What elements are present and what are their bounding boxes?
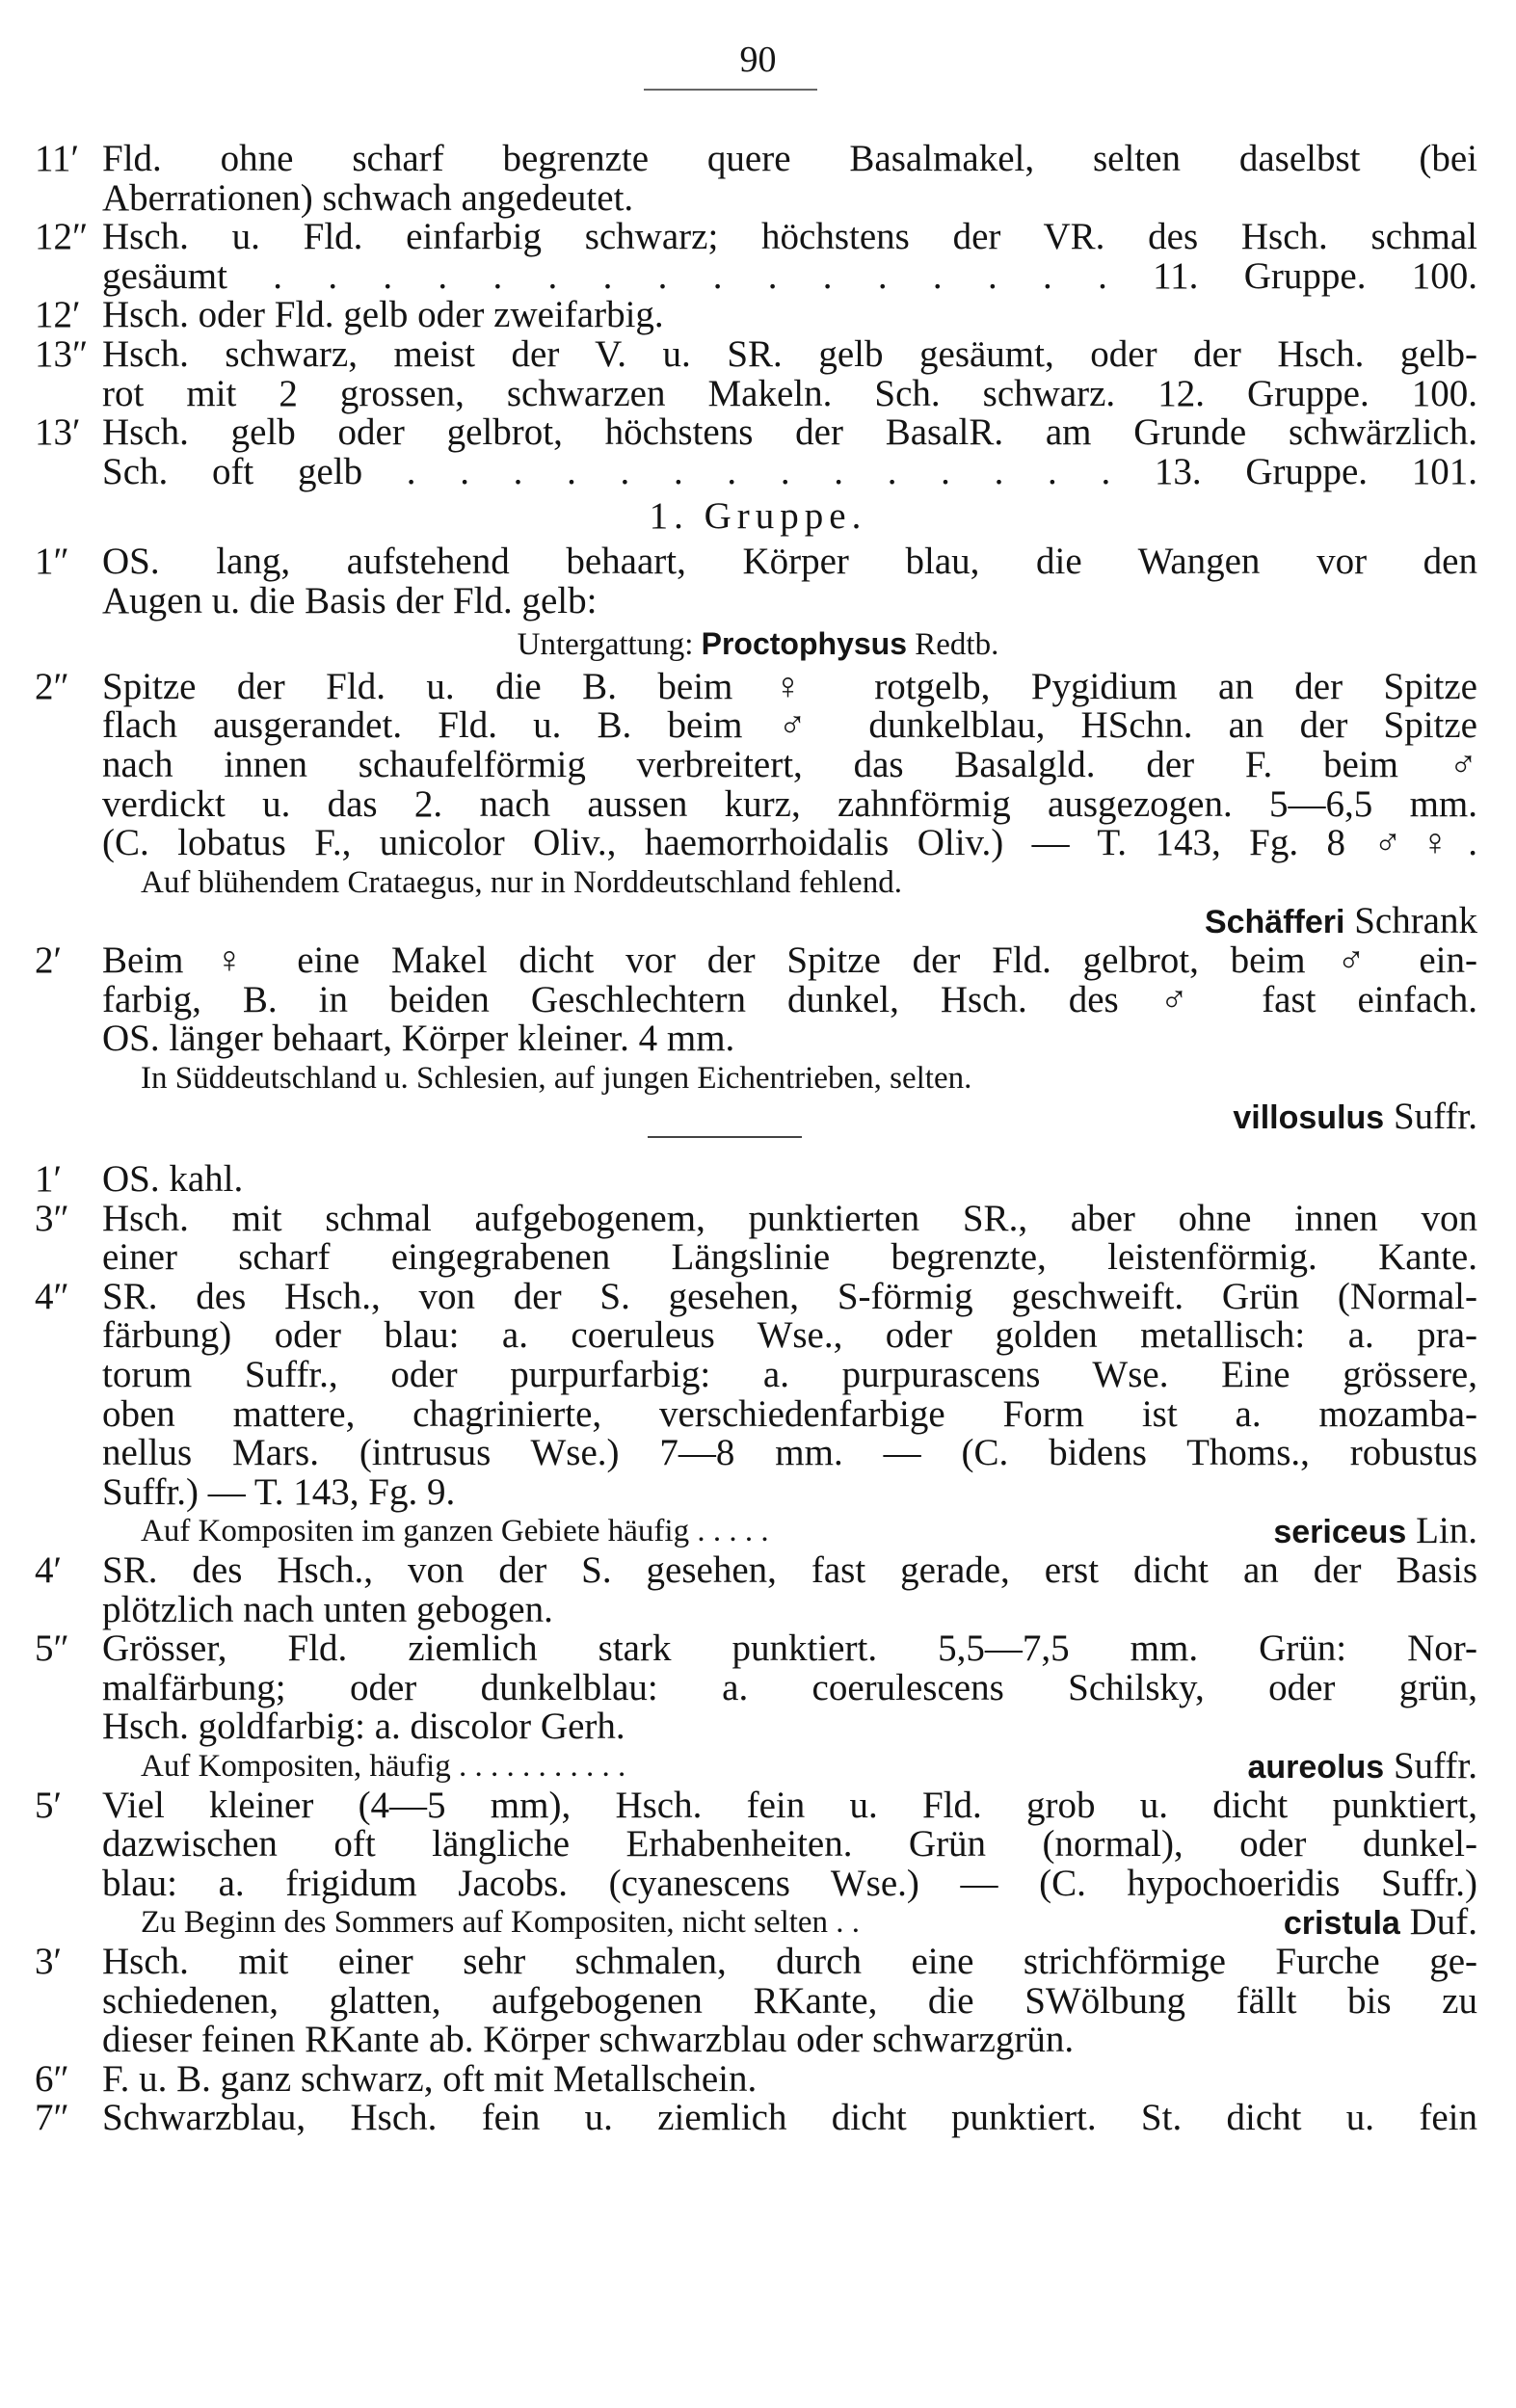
line-text: flach ausgerandet. Fld. u. B. beim ♂ dunkelblau, HSchn. an der Spitze bbox=[102, 704, 1477, 746]
line-text: Suffr.) — T. 143, Fg. 9. bbox=[102, 1471, 456, 1513]
line-text: OS. lang, aufstehend behaart, Körper blau, die Wangen vor den bbox=[102, 541, 1477, 582]
line-text: Hsch. mit schmal aufgebogenem, punktierten SR., aber ohne innen von bbox=[102, 1198, 1477, 1239]
species-name: villosulus bbox=[1233, 1099, 1385, 1136]
line-text: rot mit 2 grossen, schwarzen Makeln. Sch. schwarz. 12. Gruppe. 100. bbox=[102, 373, 1477, 414]
line-text: Hsch. oder Fld. gelb oder zweifarbig. bbox=[102, 294, 664, 335]
species-name-line bbox=[1233, 1093, 1477, 1141]
couplet-number: 11′ bbox=[35, 138, 80, 179]
line-text: SR. des Hsch., von der S. gesehen, S-förmig geschweift. Grün (Normal- bbox=[102, 1276, 1477, 1317]
line-text: Fld. ohne scharf begrenzte quere Basalmakel, selten daselbst (bei bbox=[102, 138, 1477, 179]
line-text: plötzlich nach unten gebogen. bbox=[102, 1589, 553, 1630]
page-number-rule bbox=[644, 89, 817, 91]
line-text: Aberrationen) schwach angedeutet. bbox=[102, 177, 634, 219]
line-text: nellus Mars. (intrusus Wse.) 7—8 mm. — (C. bidens Thoms., robustus bbox=[102, 1432, 1477, 1473]
text-line bbox=[35, 448, 1477, 496]
line-text: Beim ♀ eine Makel dicht vor der Spitze der Fld. gelbrot, beim ♂ ein- bbox=[102, 939, 1477, 981]
section-rule bbox=[648, 1136, 802, 1138]
habitat-text: In Süddeutschland u. Schlesien, auf jungen Eichentrieben, selten. bbox=[141, 1061, 972, 1096]
line-text: torum Suffr., oder purpurfarbig: a. purpurascens Wse. Eine grössere, bbox=[102, 1354, 1477, 1395]
page-number: 90 bbox=[739, 40, 777, 80]
line-text: oben mattere, chagrinierte, verschiedenfarbige Form ist a. mozamba- bbox=[102, 1393, 1477, 1435]
couplet-number: 3′ bbox=[35, 1941, 63, 1982]
species-author: Duf. bbox=[1409, 1901, 1477, 1943]
subgenus-name: Proctophysus bbox=[701, 626, 907, 661]
line-text: schiedenen, glatten, aufgebogenen RKante, die SWölbung fällt bis zu bbox=[102, 1980, 1477, 2022]
couplet-number: 12′ bbox=[35, 294, 81, 335]
text-line bbox=[35, 2094, 1477, 2142]
line-text: Spitze der Fld. u. die B. beim ♀ rotgelb, Pygidium an der Spitze bbox=[102, 666, 1477, 707]
line-text: gesäumt . . . . . . . . . . . . . . . . 11. Gruppe. 100. bbox=[102, 255, 1477, 297]
line-text: Hsch. schwarz, meist der V. u. SR. gelb gesäumt, oder der Hsch. gelb- bbox=[102, 333, 1477, 375]
habitat-text: Auf blühendem Crataegus, nur in Norddeutschland fehlend. bbox=[141, 865, 902, 900]
species-author: Suffr. bbox=[1393, 1096, 1477, 1137]
line-text: Augen u. die Basis der Fld. gelb: bbox=[102, 580, 598, 622]
couplet-number: 5″ bbox=[35, 1627, 69, 1669]
line-text: F. u. B. ganz schwarz, oft mit Metallschein. bbox=[102, 2058, 758, 2100]
line-text: Sch. oft gelb . . . . . . . . . . . . . . 13. Gruppe. 101. bbox=[102, 451, 1477, 492]
line-text: farbig, B. in beiden Geschlechtern dunkel, Hsch. des ♂ fast einfach. bbox=[102, 979, 1477, 1020]
line-text: färbung) oder blau: a. coeruleus Wse., oder golden metallisch: a. pra- bbox=[102, 1314, 1477, 1356]
species-name: cristula bbox=[1283, 1905, 1400, 1942]
couplet-number: 4″ bbox=[35, 1276, 69, 1317]
couplet-number: 6″ bbox=[35, 2058, 69, 2100]
couplet-number: 1″ bbox=[35, 541, 69, 582]
line-text: (C. lobatus F., unicolor Oliv., haemorrhoidalis Oliv.) — T. 143, Fg. 8 ♂♀. bbox=[102, 822, 1477, 863]
couplet-number: 1′ bbox=[35, 1158, 63, 1200]
species-author: Schrank bbox=[1354, 900, 1477, 941]
subgenus-line bbox=[0, 620, 1516, 668]
text-line bbox=[35, 577, 1477, 625]
couplet-number: 3″ bbox=[35, 1198, 69, 1239]
line-text: OS. kahl. bbox=[102, 1158, 244, 1200]
line-text: malfärbung; oder dunkelblau: a. coerulescens Schilsky, oder grün, bbox=[102, 1667, 1477, 1708]
species-name: aureolus bbox=[1247, 1749, 1385, 1786]
line-text: Schwarzblau, Hsch. fein u. ziemlich dicht punktiert. St. dicht u. fein bbox=[102, 2097, 1477, 2138]
habitat-text: Auf Kompositen, häufig . . . . . . . . . . . bbox=[141, 1749, 626, 1784]
species-author: Suffr. bbox=[1393, 1745, 1477, 1786]
line-text: blau: a. frigidum Jacobs. (cyanescens Wse.) — (C. hypochoeridis Suffr.) bbox=[102, 1863, 1477, 1904]
line-text: Hsch. gelb oder gelbrot, höchstens der BasalR. am Grunde schwärzlich. bbox=[102, 411, 1477, 453]
line-text: dieser feinen RKante ab. Körper schwarzblau oder schwarzgrün. bbox=[102, 2019, 1075, 2060]
group-heading: 1. Gruppe. bbox=[649, 495, 867, 537]
line-text: SR. des Hsch., von der S. gesehen, fast gerade, erst dicht an der Basis bbox=[102, 1549, 1477, 1591]
couplet-number: 5′ bbox=[35, 1785, 63, 1826]
subgenus-label: Untergattung: bbox=[517, 627, 694, 662]
line-text: verdickt u. das 2. nach aussen kurz, zahnförmig ausgezogen. 5—6,5 mm. bbox=[102, 783, 1477, 825]
line-text: Viel kleiner (4—5 mm), Hsch. fein u. Fld. grob u. dicht punktiert, bbox=[102, 1785, 1477, 1826]
habitat-text: Auf Kompositen im ganzen Gebiete häufig . . . . . bbox=[141, 1514, 769, 1548]
line-text: Grösser, Fld. ziemlich stark punktiert. 5,5—7,5 mm. Grün: Nor- bbox=[102, 1627, 1477, 1669]
couplet-number: 2′ bbox=[35, 939, 63, 981]
line-text: Hsch. u. Fld. einfarbig schwarz; höchstens der VR. des Hsch. schmal bbox=[102, 216, 1477, 257]
couplet-number: 4′ bbox=[35, 1549, 63, 1591]
line-text: Hsch. goldfarbig: a. discolor Gerh. bbox=[102, 1706, 625, 1747]
line-text: dazwischen oft längliche Erhabenheiten. Grün (normal), oder dunkel- bbox=[102, 1823, 1477, 1865]
couplet-number: 13′ bbox=[35, 411, 81, 453]
species-author: Lin. bbox=[1416, 1510, 1477, 1551]
line-text: Hsch. mit einer sehr schmalen, durch eine strichförmige Furche ge- bbox=[102, 1941, 1477, 1982]
line-text: OS. länger behaart, Körper kleiner. 4 mm. bbox=[102, 1018, 735, 1059]
habitat-text: Zu Beginn des Sommers auf Kompositen, nicht selten . . bbox=[141, 1905, 861, 1940]
couplet-number: 2″ bbox=[35, 666, 69, 707]
line-text: einer scharf eingegrabenen Längslinie begrenzte, leistenförmig. Kante. bbox=[102, 1236, 1477, 1278]
couplet-number: 12″ bbox=[35, 216, 89, 257]
species-name: Schäfferi bbox=[1204, 904, 1345, 940]
couplet-number: 13″ bbox=[35, 333, 89, 375]
line-text: nach innen schaufelförmig verbreitert, das Basalgld. der F. beim ♂ bbox=[102, 744, 1477, 785]
subgenus-author: Redtb. bbox=[915, 627, 999, 662]
species-name: sericeus bbox=[1273, 1514, 1407, 1550]
couplet-number: 7″ bbox=[35, 2097, 69, 2138]
